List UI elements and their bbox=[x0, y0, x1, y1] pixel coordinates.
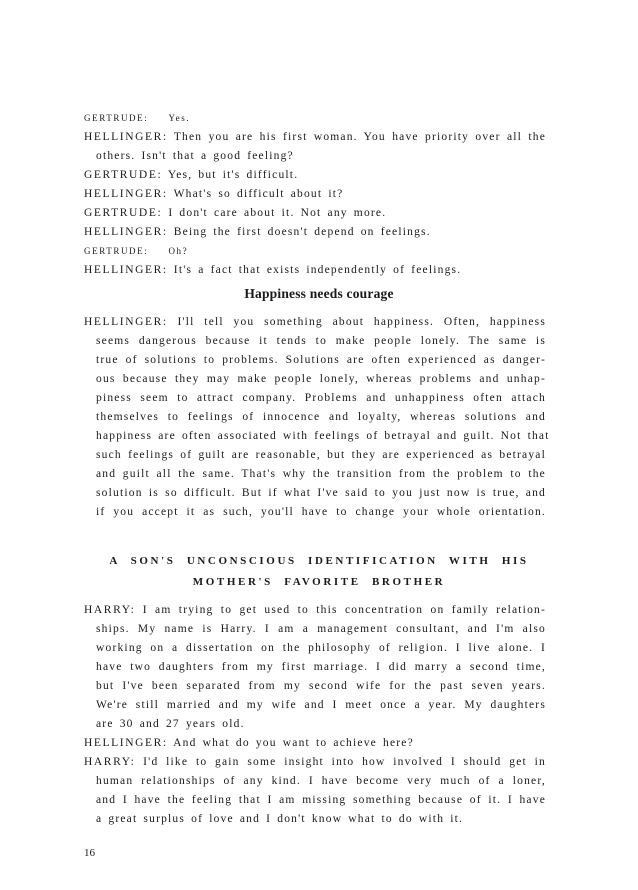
paragraph-line: a great surplus of love and I don't know what to do with it. bbox=[96, 813, 464, 825]
speaker-name: HARRY: bbox=[84, 604, 136, 616]
paragraph-line: human relationships of any kind. I have become very much of a loner, bbox=[96, 775, 546, 787]
dialogue-text: Then you are his first woman. You have priority over all the bbox=[173, 131, 547, 143]
paragraph-line: themselves to feelings of innocence and loyalty, whereas solutions and bbox=[96, 411, 546, 423]
chapter-heading-line-1: A SON'S UNCONSCIOUS IDENTIFICATION WITH HIS bbox=[109, 555, 529, 567]
dialogue-line bbox=[96, 149, 294, 163]
dialogue-line bbox=[84, 244, 188, 258]
paragraph-line: ous because they may make people lonely, whereas problems and unhap- bbox=[96, 373, 546, 385]
paragraph-line: and I have the feeling that I am missing something because of it. I have bbox=[96, 794, 546, 806]
page-number: 16 bbox=[84, 847, 95, 859]
paragraph-line bbox=[84, 755, 546, 769]
dialogue-line bbox=[84, 263, 461, 277]
section-heading: Happiness needs courage bbox=[244, 286, 394, 301]
paragraph-line: but I've been separated from my second wife for the past seven years. bbox=[96, 680, 546, 692]
speaker-name: GERTRUDE: bbox=[84, 169, 163, 181]
dialogue-line bbox=[84, 130, 546, 144]
dialogue-text: It's a fact that exists independently of feelings. bbox=[173, 264, 462, 276]
dialogue-text: Yes, but it's difficult. bbox=[167, 169, 299, 181]
speaker-name: HELLINGER: bbox=[84, 737, 168, 749]
paragraph-text: I am trying to get used to this concentration on family relation- bbox=[142, 604, 547, 616]
paragraph-line: are 30 and 27 years old. bbox=[96, 718, 245, 730]
paragraph-line: have two daughters from my first marriage. I did marry a second time, bbox=[96, 661, 546, 673]
speaker-name: HARRY: bbox=[84, 756, 136, 768]
chapter-heading-line-2: MOTHER'S FAVORITE BROTHER bbox=[192, 576, 446, 588]
speaker-name: HELLINGER: bbox=[84, 131, 168, 143]
paragraph-line: such feelings of guilt are reasonable, but they are experienced as betrayal bbox=[96, 449, 546, 461]
dialogue-text: I don't care about it. Not any more. bbox=[168, 207, 387, 219]
paragraph-line: solution is so difficult. But if what I've said to you just now is true, and bbox=[96, 487, 546, 499]
speaker-name: GERTRUDE: bbox=[84, 113, 149, 123]
paragraph-text: I'd like to gain some insight into how involved I should get in bbox=[143, 756, 547, 768]
speaker-name: HELLINGER: bbox=[84, 264, 168, 276]
paragraph-line: true of solutions to problems. Solutions are often experienced as danger- bbox=[96, 354, 546, 366]
speaker-name: HELLINGER: bbox=[84, 316, 168, 328]
dialogue-line bbox=[84, 206, 386, 220]
speaker-name: HELLINGER: bbox=[84, 188, 168, 200]
paragraph-line bbox=[84, 603, 546, 617]
dialogue-text: others. Isn't that a good feeling? bbox=[96, 150, 294, 162]
speaker-name: GERTRUDE: bbox=[84, 246, 149, 256]
paragraph-line: and guilt all the same. That's why the transition from the problem to the bbox=[96, 468, 546, 480]
paragraph-line: if you accept it as such, you'll have to change your whole orientation. bbox=[96, 506, 546, 518]
speaker-name: HELLINGER: bbox=[84, 226, 168, 238]
dialogue-line bbox=[84, 736, 414, 750]
paragraph-line: piness seem to attract company. Problems and unhappiness often attach bbox=[96, 392, 546, 404]
paragraph-line: working on a dissertation on the philosophy of religion. I live alone. I bbox=[96, 642, 546, 654]
paragraph-text: I'll tell you something about happiness. Often, happiness bbox=[177, 316, 546, 328]
dialogue-line bbox=[84, 111, 190, 125]
dialogue-text: What's so difficult about it? bbox=[173, 188, 344, 200]
dialogue-line bbox=[84, 187, 343, 201]
dialogue-text: Being the first doesn't depend on feelings. bbox=[173, 226, 431, 238]
speaker-name: GERTRUDE: bbox=[84, 207, 163, 219]
paragraph-line bbox=[84, 315, 546, 329]
dialogue-text: Yes. bbox=[168, 113, 191, 123]
dialogue-line bbox=[84, 168, 298, 182]
dialogue-text: And what do you want to achieve here? bbox=[173, 737, 414, 749]
paragraph-line: We're still married and my wife and I meet once a year. My daughters bbox=[96, 699, 546, 711]
paragraph-line: ships. My name is Harry. I am a management consultant, and I'm also bbox=[96, 623, 546, 635]
dialogue-line bbox=[84, 225, 431, 239]
paragraph-line: seems dangerous because it tends to make people lonely. The same is bbox=[96, 335, 546, 347]
dialogue-text: Oh? bbox=[168, 246, 189, 256]
paragraph-line: happiness are often associated with feelings of betrayal and guilt. Not that bbox=[96, 430, 550, 442]
